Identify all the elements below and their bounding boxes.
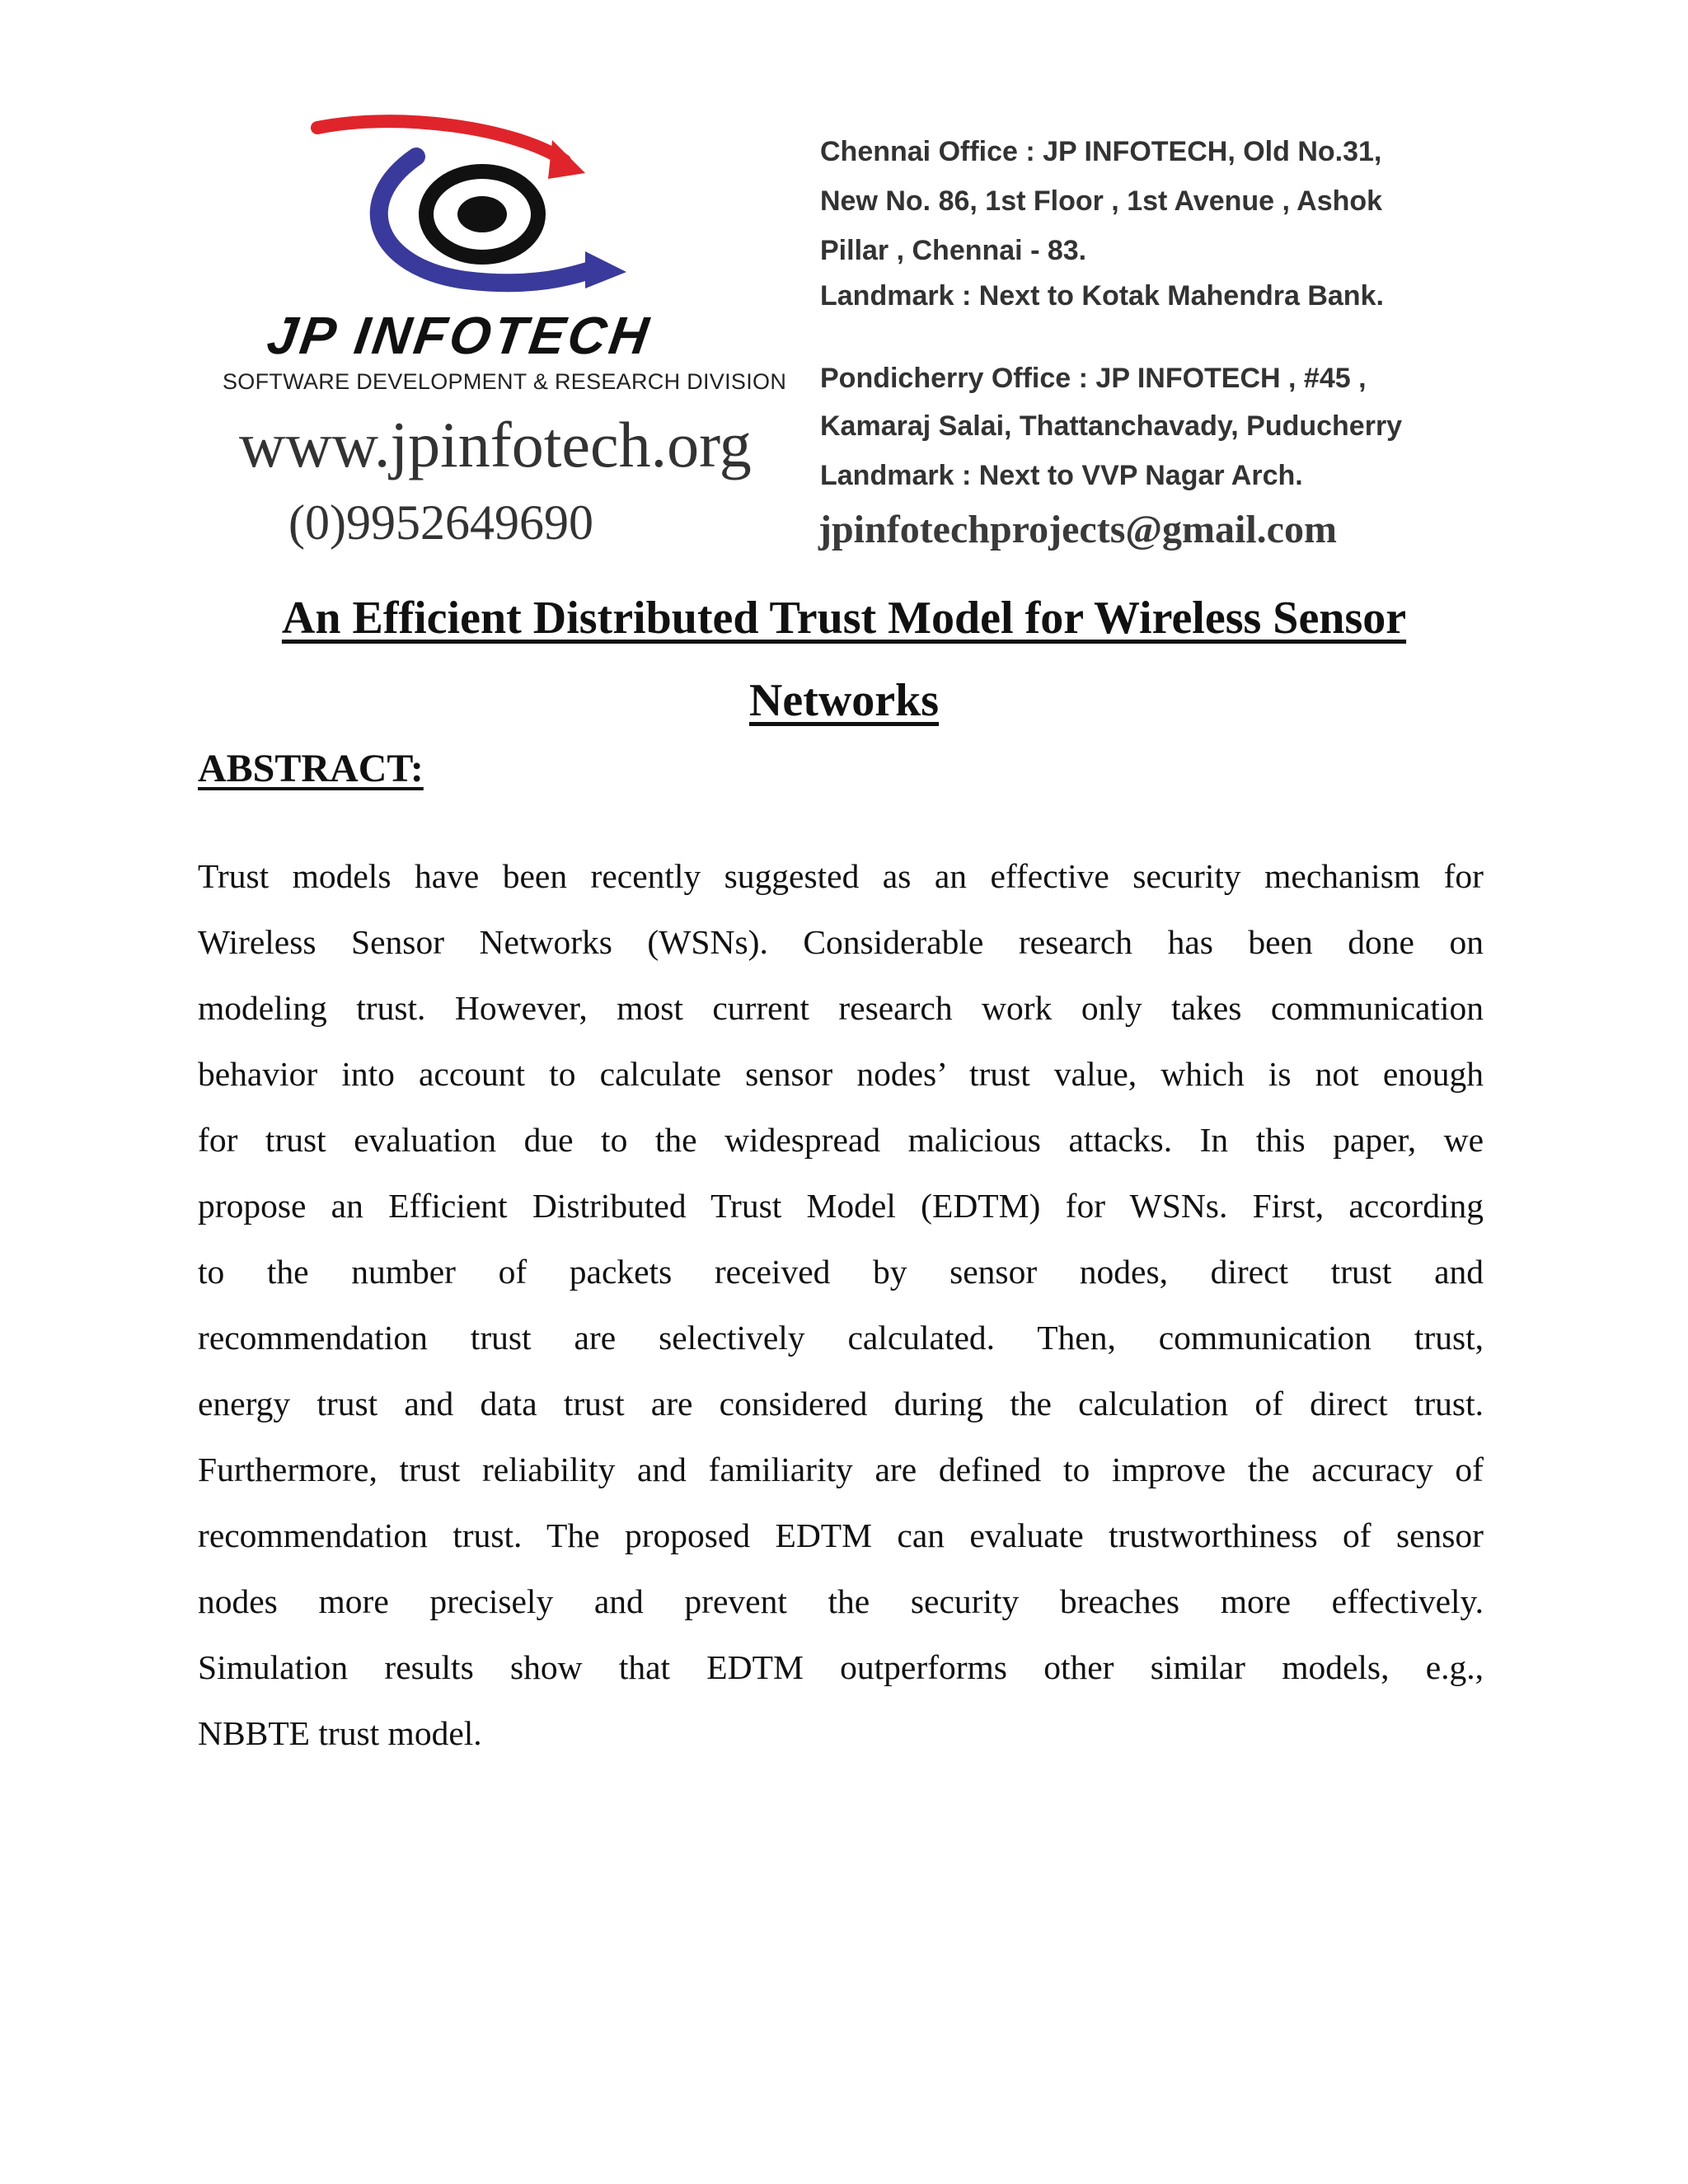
abstract-line: behavior into account to calculate sensor nodes’ trust value, which is not enough [198,1055,1484,1093]
abstract-line: energy trust and data trust are considered during the calculation of direct trust. [198,1385,1484,1422]
jp-infotech-logo-icon [301,111,696,326]
title-line: Networks [748,675,940,726]
abstract-line: recommendation trust are selectively calculated. Then, communication trust, [198,1319,1484,1357]
document-title [198,577,1490,742]
abstract-line: NBBTE trust model. [198,1714,482,1752]
phone-number: (0)9952649690 [288,495,593,550]
abstract-line: to the number of packets received by sensor nodes, direct trust and [198,1253,1484,1291]
division-tagline: SOFTWARE DEVELOPMENT & RESEARCH DIVISION [223,369,787,394]
abstract-paragraph [198,843,1484,1766]
header-banner [202,103,1488,577]
abstract-line: nodes more precisely and prevent the security breaches more effectively. [198,1582,1484,1620]
abstract-line: modeling trust. However, most current research work only takes communication [198,989,1484,1027]
contact-line: Kamaraj Salai, Thattanchavady, Puducherry [820,410,1403,442]
contact-line: Pondicherry Office : JP INFOTECH , #45 , [820,363,1367,394]
contact-line: New No. 86, 1st Floor , 1st Avenue , Ashok [820,185,1383,217]
contact-line: Landmark : Next to VVP Nagar Arch. [820,460,1303,491]
abstract-line: Simulation results show that EDTM outperforms other similar models, e.g., [198,1648,1484,1686]
contact-line: Chennai Office : JP INFOTECH, Old No.31, [820,136,1382,167]
contact-line: Landmark : Next to Kotak Mahendra Bank. [820,280,1384,312]
abstract-line: Wireless Sensor Networks (WSNs). Considerable research has been done on [198,923,1484,961]
abstract-line: for trust evaluation due to the widespread malicious attacks. In this paper, we [198,1121,1484,1159]
title-line: An Efficient Distributed Trust Model for Wireless Sensor [281,593,1407,644]
website-text: www.jpinfotech.org [239,409,752,480]
abstract-line: Trust models have been recently suggested as an effective security mechanism for [198,857,1484,895]
abstract-heading: ABSTRACT: [198,747,424,790]
abstract-line: Furthermore, trust reliability and familiarity are defined to improve the accuracy of [198,1451,1484,1488]
abstract-line: recommendation trust. The proposed EDTM can evaluate trustworthiness of sensor [198,1516,1484,1554]
abstract-line: propose an Efficient Distributed Trust Model (EDTM) for WSNs. First, according [198,1187,1484,1225]
company-logo-block [202,103,804,577]
brand-name: JP INFOTECH [263,306,655,365]
email-address: jpinfotechprojects@gmail.com [818,508,1337,551]
contact-line: Pillar , Chennai - 83. [820,235,1087,266]
